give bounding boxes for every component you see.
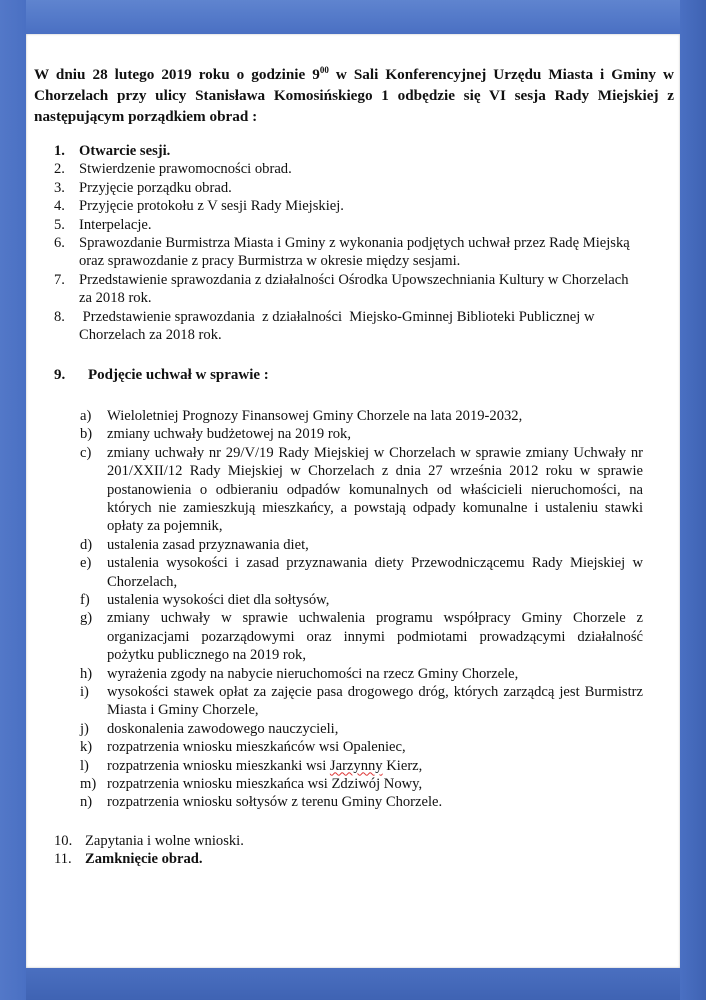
frame-top bbox=[0, 0, 706, 34]
item-text: Przyjęcie porządku obrad. bbox=[79, 179, 232, 196]
item-number: 10. bbox=[54, 832, 73, 849]
resolution-item bbox=[80, 665, 643, 683]
item-letter: l) bbox=[80, 757, 89, 774]
agenda-item bbox=[54, 216, 644, 234]
item-text: ustalenia wysokości i zasad przyznawania diety Przewodniczącemu Rady Miejskiej w Chorzelach, bbox=[107, 555, 643, 590]
item-text: Stwierdzenie prawomocności obrad. bbox=[79, 161, 292, 178]
agenda-item bbox=[54, 308, 644, 345]
agenda-list bbox=[54, 142, 644, 869]
item-text: Przedstawienie sprawozdania z działalności Miejsko-Gminnej Biblioteki Publicznej w Chorzelach za 2018 rok. bbox=[79, 308, 599, 344]
item-text: zmiany uchwały budżetowej na 2019 rok, bbox=[107, 426, 351, 443]
item-number: 6. bbox=[54, 235, 65, 252]
frame-right bbox=[680, 0, 706, 1000]
resolution-item bbox=[80, 554, 643, 591]
item-letter: a) bbox=[80, 407, 92, 424]
item-letter: f) bbox=[80, 591, 90, 608]
resolutions-list bbox=[54, 407, 643, 812]
spellcheck-flagged-word: Jarzynny bbox=[329, 757, 383, 774]
item-number: 8. bbox=[54, 308, 65, 325]
item-text: Przedstawienie sprawozdania z działalności Ośrodka Upowszechniania Kultury w Chorzelach za 2018 rok. bbox=[79, 271, 629, 307]
resolution-item bbox=[80, 775, 643, 793]
item-text: Interpelacje. bbox=[79, 216, 152, 233]
item-letter: j) bbox=[80, 720, 89, 737]
item-text: Otwarcie sesji. bbox=[79, 143, 171, 159]
item-letter: m) bbox=[80, 776, 97, 792]
item-number: 11. bbox=[54, 851, 72, 868]
resolution-item bbox=[80, 609, 643, 664]
item-text: Przyjęcie protokołu z V sesji Rady Miejskiej. bbox=[79, 198, 344, 215]
resolution-item bbox=[80, 425, 643, 443]
item-letter: n) bbox=[80, 794, 93, 811]
item-text: ustalenia wysokości diet dla sołtysów, bbox=[107, 591, 330, 608]
agenda-item bbox=[54, 179, 644, 197]
item-text: wysokości stawek opłat za zajęcie pasa drogowego dróg, których zarządcą jest Burmistrz Miasta i Gminy Chorzele, bbox=[107, 683, 643, 719]
item-letter: h) bbox=[80, 665, 93, 682]
item-letter: k) bbox=[80, 739, 93, 756]
frame-bottom bbox=[0, 968, 706, 1000]
frame-left bbox=[0, 0, 26, 1000]
agenda-item bbox=[54, 850, 644, 868]
document-page bbox=[26, 34, 680, 968]
resolution-item bbox=[80, 793, 643, 811]
intro-text: W dniu 28 lutego 2019 roku o godzinie 9 bbox=[34, 66, 320, 83]
text-segment: rozpatrzenia wniosku mieszkanki wsi bbox=[107, 757, 330, 774]
agenda-item bbox=[54, 142, 644, 160]
agenda-item-resolutions bbox=[54, 366, 644, 384]
item-number: 9. bbox=[54, 367, 66, 384]
item-letter: d) bbox=[80, 536, 93, 553]
intro-text-continued: w Sali Konferencyjnej Urzędu Miasta i Gminy w Chorzelach przy ulicy Stanisława Komosińskiego 1 odbędzie się VI sesja Rady Miejskiej z następującym porządkiem obrad : bbox=[34, 66, 674, 125]
item-text: zmiany uchwały w sprawie uchwalenia programu współpracy Gminy Chorzele z organizacjami pozarządowymi oraz innymi podmiotami prowadzącymi działalność pożytku publicznego na 2019 rok, bbox=[107, 610, 643, 664]
agenda-item bbox=[54, 832, 644, 850]
agenda-item bbox=[54, 234, 644, 271]
resolution-item bbox=[80, 683, 643, 720]
resolution-item bbox=[80, 444, 643, 536]
item-text: ustalenia zasad przyznawania diet, bbox=[107, 536, 309, 553]
resolution-item bbox=[80, 407, 643, 425]
item-text: rozpatrzenia wniosku mieszkańca wsi Zdziwój Nowy, bbox=[107, 776, 423, 792]
item-text: rozpatrzenia wniosku sołtysów z terenu Gminy Chorzele. bbox=[107, 794, 443, 811]
session-announcement bbox=[34, 64, 674, 127]
time-superscript: 00 bbox=[319, 65, 329, 75]
item-number: 1. bbox=[54, 143, 65, 159]
item-number: 3. bbox=[54, 179, 65, 196]
item-text bbox=[107, 757, 643, 775]
agenda-item bbox=[54, 197, 644, 215]
item-text: Sprawozdanie Burmistrza Miasta i Gminy z wykonania podjętych uchwał przez Radę Miejską oraz sprawozdanie z pracy Burmistrza w okresie między sesjami. bbox=[79, 235, 630, 270]
item-number: 4. bbox=[54, 198, 65, 215]
item-letter: c) bbox=[80, 444, 92, 461]
resolution-item bbox=[80, 757, 643, 775]
item-text: Podjęcie uchwał w sprawie : bbox=[88, 367, 269, 384]
item-text: rozpatrzenia wniosku mieszkańców wsi Opaleniec, bbox=[107, 739, 406, 756]
item-letter: g) bbox=[80, 610, 93, 627]
resolution-item bbox=[80, 591, 643, 609]
item-number: 7. bbox=[54, 271, 65, 288]
agenda-item bbox=[54, 160, 644, 178]
item-letter: i) bbox=[80, 683, 89, 700]
text-segment: Kierz, bbox=[382, 757, 423, 774]
item-number: 5. bbox=[54, 216, 65, 233]
item-text: zmiany uchwały nr 29/V/19 Rady Miejskiej w Chorzelach w sprawie zmiany Uchwały nr 201/XXII/12 Rady Miejskiej w Chorzelach z dnia 27 września 2012 roku w sprawie postanowienia o odbieraniu odpadów komunalnych od właścicieli nieruchomości, na których nie zamieszkują mieszkańcy, a powstają odpady komunalne i ustaleniu stawki opłaty za pojemnik, bbox=[107, 444, 643, 535]
item-letter: e) bbox=[80, 555, 92, 572]
item-text: wyrażenia zgody na nabycie nieruchomości na rzecz Gminy Chorzele, bbox=[107, 665, 519, 682]
item-letter: b) bbox=[80, 426, 93, 443]
resolution-item bbox=[80, 536, 643, 554]
resolution-item bbox=[80, 720, 643, 738]
item-text: Wieloletniej Prognozy Finansowej Gminy Chorzele na lata 2019-2032, bbox=[107, 407, 523, 424]
item-text: Zapytania i wolne wnioski. bbox=[85, 832, 244, 849]
resolution-item bbox=[80, 738, 643, 756]
item-text: Zamknięcie obrad. bbox=[85, 851, 203, 868]
item-number: 2. bbox=[54, 161, 65, 178]
item-text: doskonalenia zawodowego nauczycieli, bbox=[107, 720, 339, 737]
agenda-item bbox=[54, 271, 644, 308]
